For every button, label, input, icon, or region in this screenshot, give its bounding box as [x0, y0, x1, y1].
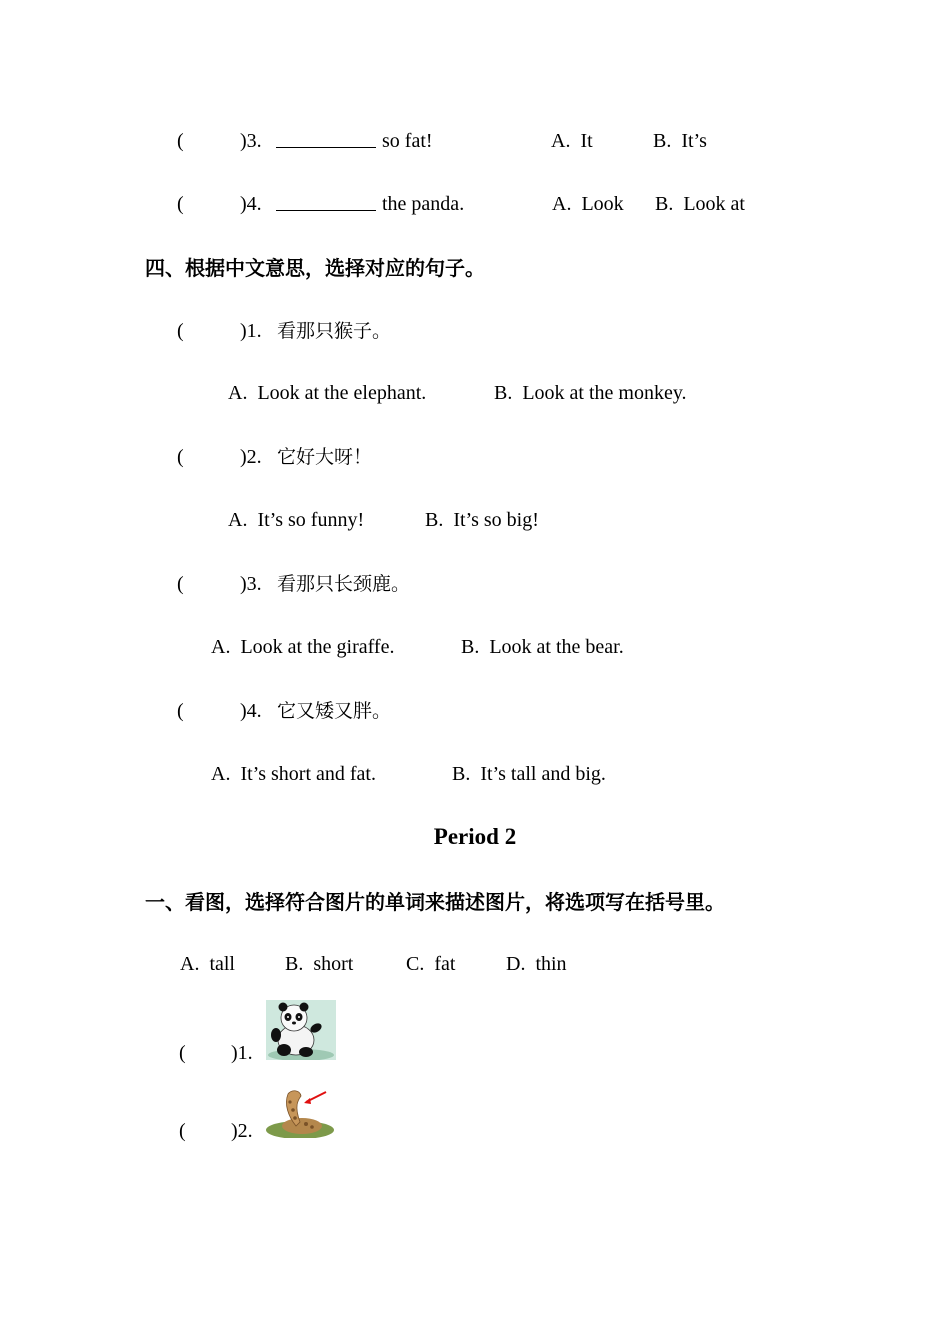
s4-q1-number: )1. [240, 320, 262, 342]
question-4-blank[interactable] [276, 192, 376, 217]
s4-q4-number: )4. [240, 700, 262, 722]
question-4-text: the panda. [382, 193, 465, 215]
s4-q4-prompt: 它又矮又胖。 [277, 700, 392, 722]
question-3-paren: ( [177, 130, 184, 152]
pic-q1-paren: ( [179, 1042, 186, 1064]
section-4-heading: 四、根据中文意思，选择对应的句子。 [145, 256, 485, 280]
s4-q2-number: )2. [240, 446, 262, 468]
s4-q2-paren: ( [177, 446, 184, 468]
s4-q2-option-b: B. It’s so big! [425, 509, 539, 531]
question-4-number: )4. [240, 193, 262, 215]
s4-q2-prompt: 它好大呀！ [277, 446, 373, 468]
question-3-text: so fat! [382, 130, 433, 152]
question-3-blank[interactable] [276, 129, 376, 154]
s4-q1-paren: ( [177, 320, 184, 342]
s4-q3-option-a: A. Look at the giraffe. [211, 636, 395, 658]
question-4-option-b: B. Look at [655, 193, 745, 215]
s4-q3-paren: ( [177, 573, 184, 595]
word-option-a: A. tall [180, 953, 235, 975]
s4-q4-option-b: B. It’s tall and big. [452, 763, 606, 785]
pic-q1-number: )1. [231, 1042, 253, 1064]
s4-q3-option-b: B. Look at the bear. [461, 636, 624, 658]
s4-q1-option-a: A. Look at the elephant. [228, 382, 427, 404]
s4-q3-number: )3. [240, 573, 262, 595]
pic-q2-number: )2. [231, 1120, 253, 1142]
word-option-c: C. fat [406, 953, 456, 975]
question-3-option-a: A. It [551, 130, 593, 152]
part-1-heading: 一、看图，选择符合图片的单词来描述图片，将选项写在括号里。 [145, 890, 725, 914]
question-3-option-b: B. It’s [653, 130, 707, 152]
giraffe-image [266, 1088, 334, 1138]
period-title: Period 2 [433, 824, 517, 849]
s4-q1-prompt: 看那只猴子。 [277, 320, 392, 342]
s4-q4-paren: ( [177, 700, 184, 722]
panda-image [266, 1000, 336, 1060]
question-3-number: )3. [240, 130, 262, 152]
pic-q2-paren: ( [179, 1120, 186, 1142]
s4-q3-prompt: 看那只长颈鹿。 [277, 573, 411, 595]
s4-q2-option-a: A. It’s so funny! [228, 509, 365, 531]
question-4-paren: ( [177, 193, 184, 215]
word-option-d: D. thin [506, 953, 567, 975]
s4-q1-option-b: B. Look at the monkey. [494, 382, 687, 404]
s4-q4-option-a: A. It’s short and fat. [211, 763, 376, 785]
question-4-option-a: A. Look [552, 193, 624, 215]
word-option-b: B. short [285, 953, 354, 975]
